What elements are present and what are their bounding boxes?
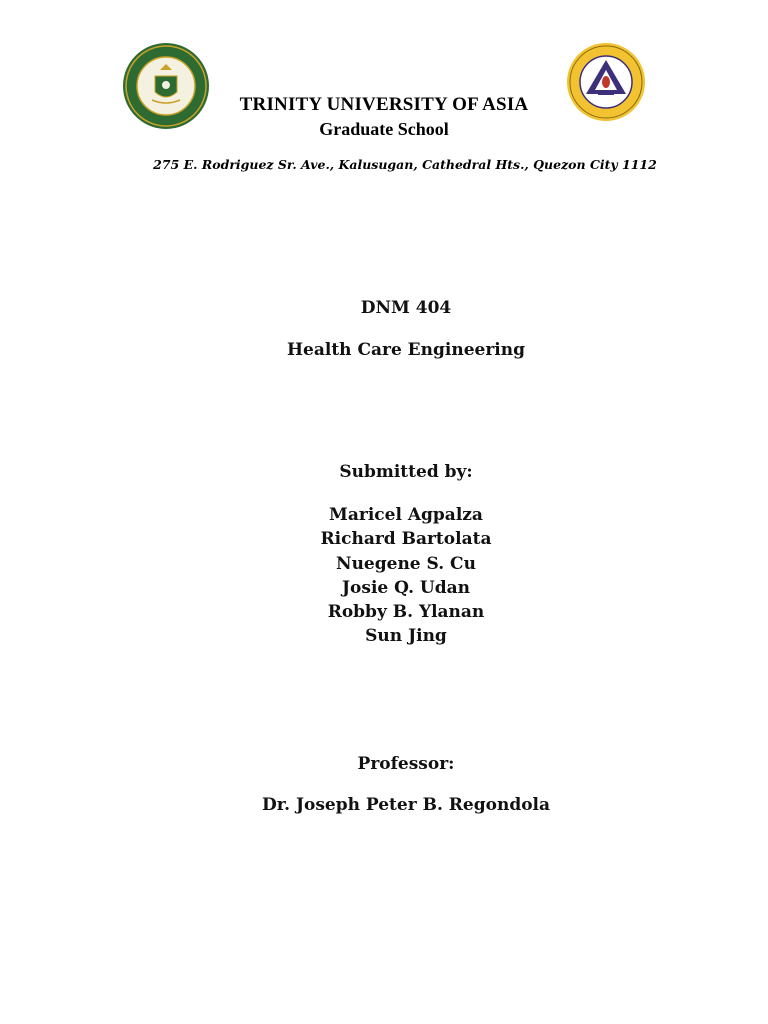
- member-name: Sun Jing: [365, 626, 447, 647]
- member-name: Nuegene S. Cu: [336, 553, 476, 574]
- course-title: Health Care Engineering: [286, 340, 526, 360]
- course-code: DNM 404: [360, 298, 452, 318]
- left-university-seal: [122, 42, 210, 130]
- member-list: [0, 503, 768, 649]
- member-name: Josie Q. Udan: [341, 577, 471, 598]
- member-name: Richard Bartolata: [320, 529, 492, 550]
- member-name: Robby B. Ylanan: [327, 602, 485, 623]
- green-seal-icon: [122, 42, 210, 130]
- professor-label: Professor:: [357, 754, 455, 774]
- school-name: Graduate School: [319, 119, 449, 139]
- submitted-by-label: Submitted by:: [339, 462, 473, 482]
- university-address: 275 E. Rodriguez Sr. Ave., Kalusugan, Cathedral Hts., Quezon City 1112: [153, 157, 657, 172]
- university-name: [0, 94, 768, 116]
- university-name-text: TRINITY UNIVERSITY OF ASIA: [239, 94, 529, 115]
- member-name: Maricel Agpalza: [329, 505, 483, 525]
- professor-name: Dr. Joseph Peter B. Regondola: [261, 795, 551, 815]
